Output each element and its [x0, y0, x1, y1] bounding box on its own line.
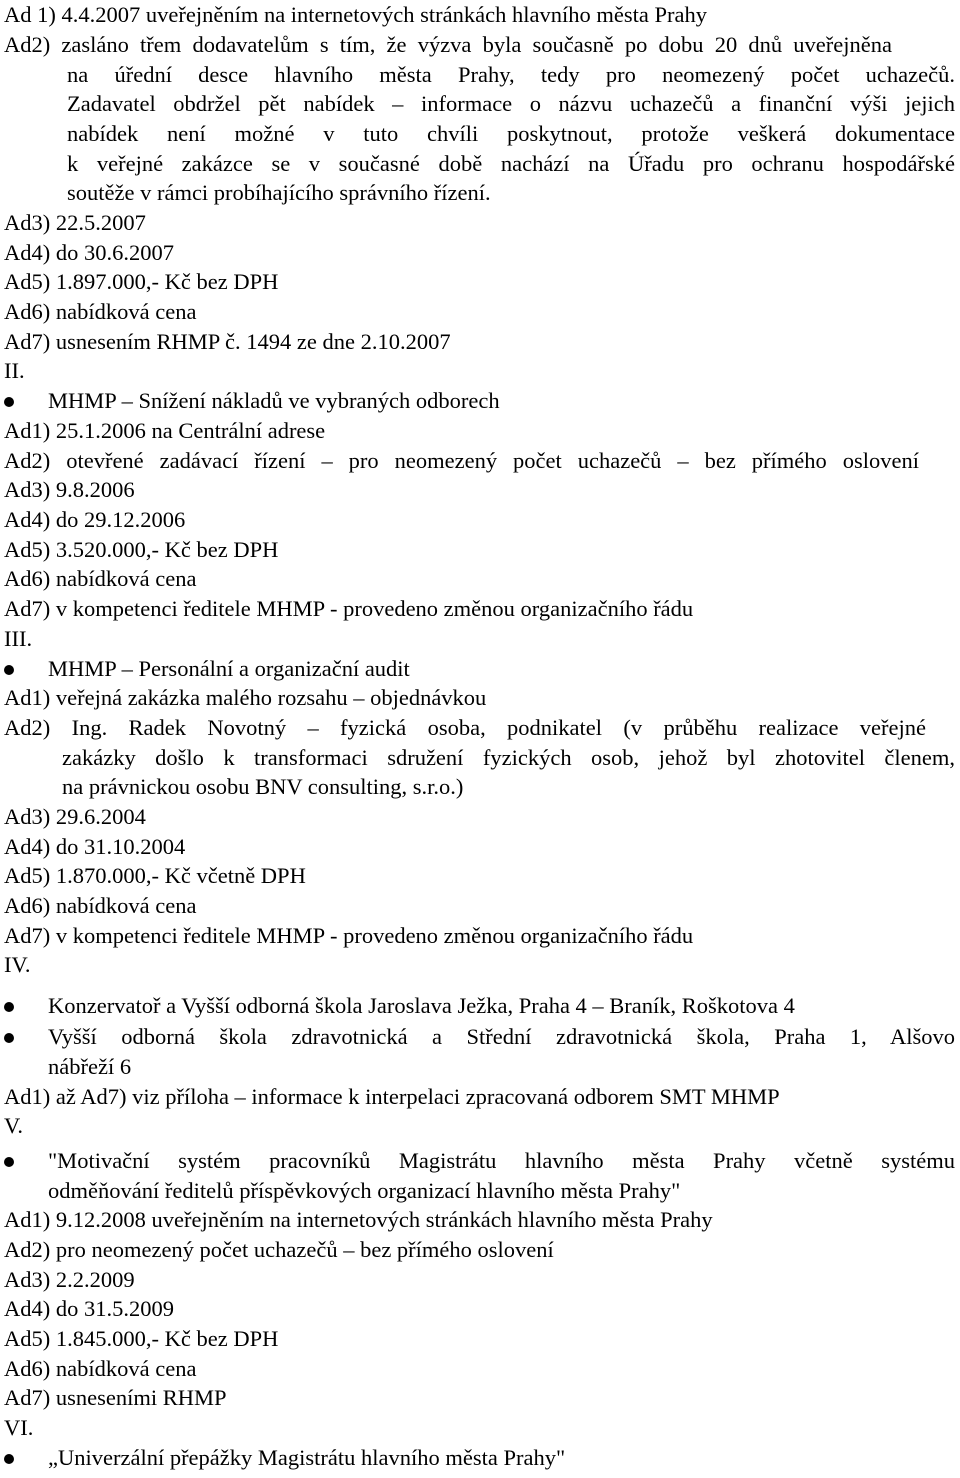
s1-ad5-line: Ad5) 1.897.000,- Kč bez DPH	[4, 269, 279, 294]
s5-ad3-line: Ad3) 2.2.2009	[4, 1267, 135, 1292]
bullet-dot	[4, 397, 14, 407]
s5-ad6-line: Ad6) nabídková cena	[4, 1356, 197, 1381]
s5-ad1-line: Ad1) 9.12.2008 uveřejněním na internetových stránkách hlavního města Prahy	[4, 1207, 713, 1232]
s2-ad4-line: Ad4) do 29.12.2006	[4, 507, 186, 532]
s3-ad2-line-3: na právnickou osobu BNV consulting, s.r.o.)	[62, 774, 464, 799]
bullet-dot	[4, 1002, 14, 1012]
section-ii-heading: II.	[4, 358, 25, 383]
section-iv-heading: IV.	[4, 952, 31, 977]
s1-ad7-line: Ad7) usnesením RHMP č. 1494 ze dne 2.10.2007	[4, 329, 451, 354]
s3-ad3-line: Ad3) 29.6.2004	[4, 804, 146, 829]
s1-ad2-line-3: Zadavatel obdržel pět nabídek – informace o názvu uchazečů a finanční výši jejich	[67, 91, 955, 116]
bullet-dot	[4, 1033, 14, 1043]
section-iii-heading: III.	[4, 626, 33, 651]
s5-ad5-line: Ad5) 1.845.000,- Kč bez DPH	[4, 1326, 279, 1351]
s2-bullet-title: MHMP – Snížení nákladů ve vybraných odborech	[48, 388, 500, 413]
s5-ad2-line: Ad2) pro neomezený počet uchazečů – bez přímého oslovení	[4, 1237, 554, 1262]
s3-ad2-line-1: Ad2) Ing. Radek Novotný – fyzická osoba, podnikatel (v průběhu realizace veřejné	[4, 715, 926, 740]
s3-ad1-line: Ad1) veřejná zakázka malého rozsahu – objednávkou	[4, 685, 487, 710]
s2-ad6-line: Ad6) nabídková cena	[4, 566, 197, 591]
s1-ad2-line-6: soutěže v rámci probíhajícího správního řízení.	[67, 180, 491, 205]
bullet-dot	[4, 1157, 14, 1167]
s4-ad-line: Ad1) až Ad7) viz příloha – informace k interpelaci zpracovaná odborem SMT MHMP	[4, 1084, 780, 1109]
s6-bullet-title: „Univerzální přepážky Magistrátu hlavního města Prahy"	[48, 1445, 566, 1470]
s5-ad4-line: Ad4) do 31.5.2009	[4, 1296, 174, 1321]
s4-bullet-2-line-1: Vyšší odborná škola zdravotnická a Střední zdravotnická škola, Praha 1, Alšovo	[48, 1024, 955, 1049]
s5-bullet-line-2: odměňování ředitelů příspěvkových organizací hlavního města Prahy"	[48, 1178, 681, 1203]
s4-bullet-2-line-2: nábřeží 6	[48, 1054, 132, 1079]
s1-ad2-line-1: Ad2) zasláno třem dodavatelům s tím, že výzva byla současně po dobu 20 dnů uveřejněna	[4, 32, 892, 57]
s2-ad5-line: Ad5) 3.520.000,- Kč bez DPH	[4, 537, 279, 562]
s3-ad2-line-2: zakázky došlo k transformaci sdružení fyzických osob, jehož byl zhotovitel členem,	[62, 745, 955, 770]
section-vi-heading: VI.	[4, 1415, 34, 1440]
bullet-dot	[4, 1454, 14, 1464]
s2-ad7-line: Ad7) v kompetenci ředitele MHMP - provedeno změnou organizačního řádu	[4, 596, 694, 621]
s3-ad6-line: Ad6) nabídková cena	[4, 893, 197, 918]
s3-bullet-title: MHMP – Personální a organizační audit	[48, 656, 410, 681]
s2-ad1-line: Ad1) 25.1.2006 na Centrální adrese	[4, 418, 326, 443]
s1-ad2-line-5: k veřejné zakázce se v současné době nachází na Úřadu pro ochranu hospodářské	[67, 151, 955, 176]
section-v-heading: V.	[4, 1113, 23, 1138]
bullet-dot	[4, 665, 14, 675]
s1-ad3-line: Ad3) 22.5.2007	[4, 210, 146, 235]
s3-ad7-line: Ad7) v kompetenci ředitele MHMP - provedeno změnou organizačního řádu	[4, 923, 694, 948]
s5-ad7-line: Ad7) usneseními RHMP	[4, 1385, 227, 1410]
s4-bullet-1: Konzervatoř a Vyšší odborná škola Jaroslava Ježka, Praha 4 – Braník, Roškotova 4	[48, 993, 795, 1018]
s5-bullet-line-1: "Motivační systém pracovníků Magistrátu hlavního města Prahy včetně systému	[48, 1148, 955, 1173]
s1-ad4-line: Ad4) do 30.6.2007	[4, 240, 174, 265]
s1-ad6-line: Ad6) nabídková cena	[4, 299, 197, 324]
s1-ad2-line-4: nabídek není možné v tuto chvíli poskytnout, protože veškerá dokumentace	[67, 121, 955, 146]
s3-ad4-line: Ad4) do 31.10.2004	[4, 834, 186, 859]
s2-ad2-line: Ad2) otevřené zadávací řízení – pro neomezený počet uchazečů – bez přímého oslovení	[4, 448, 919, 473]
s1-ad1-line: Ad 1) 4.4.2007 uveřejněním na internetových stránkách hlavního města Prahy	[4, 2, 707, 27]
s3-ad5-line: Ad5) 1.870.000,- Kč včetně DPH	[4, 863, 306, 888]
s1-ad2-line-2: na úřední desce hlavního města Prahy, tedy pro neomezený počet uchazečů.	[67, 62, 955, 87]
s2-ad3-line: Ad3) 9.8.2006	[4, 477, 135, 502]
